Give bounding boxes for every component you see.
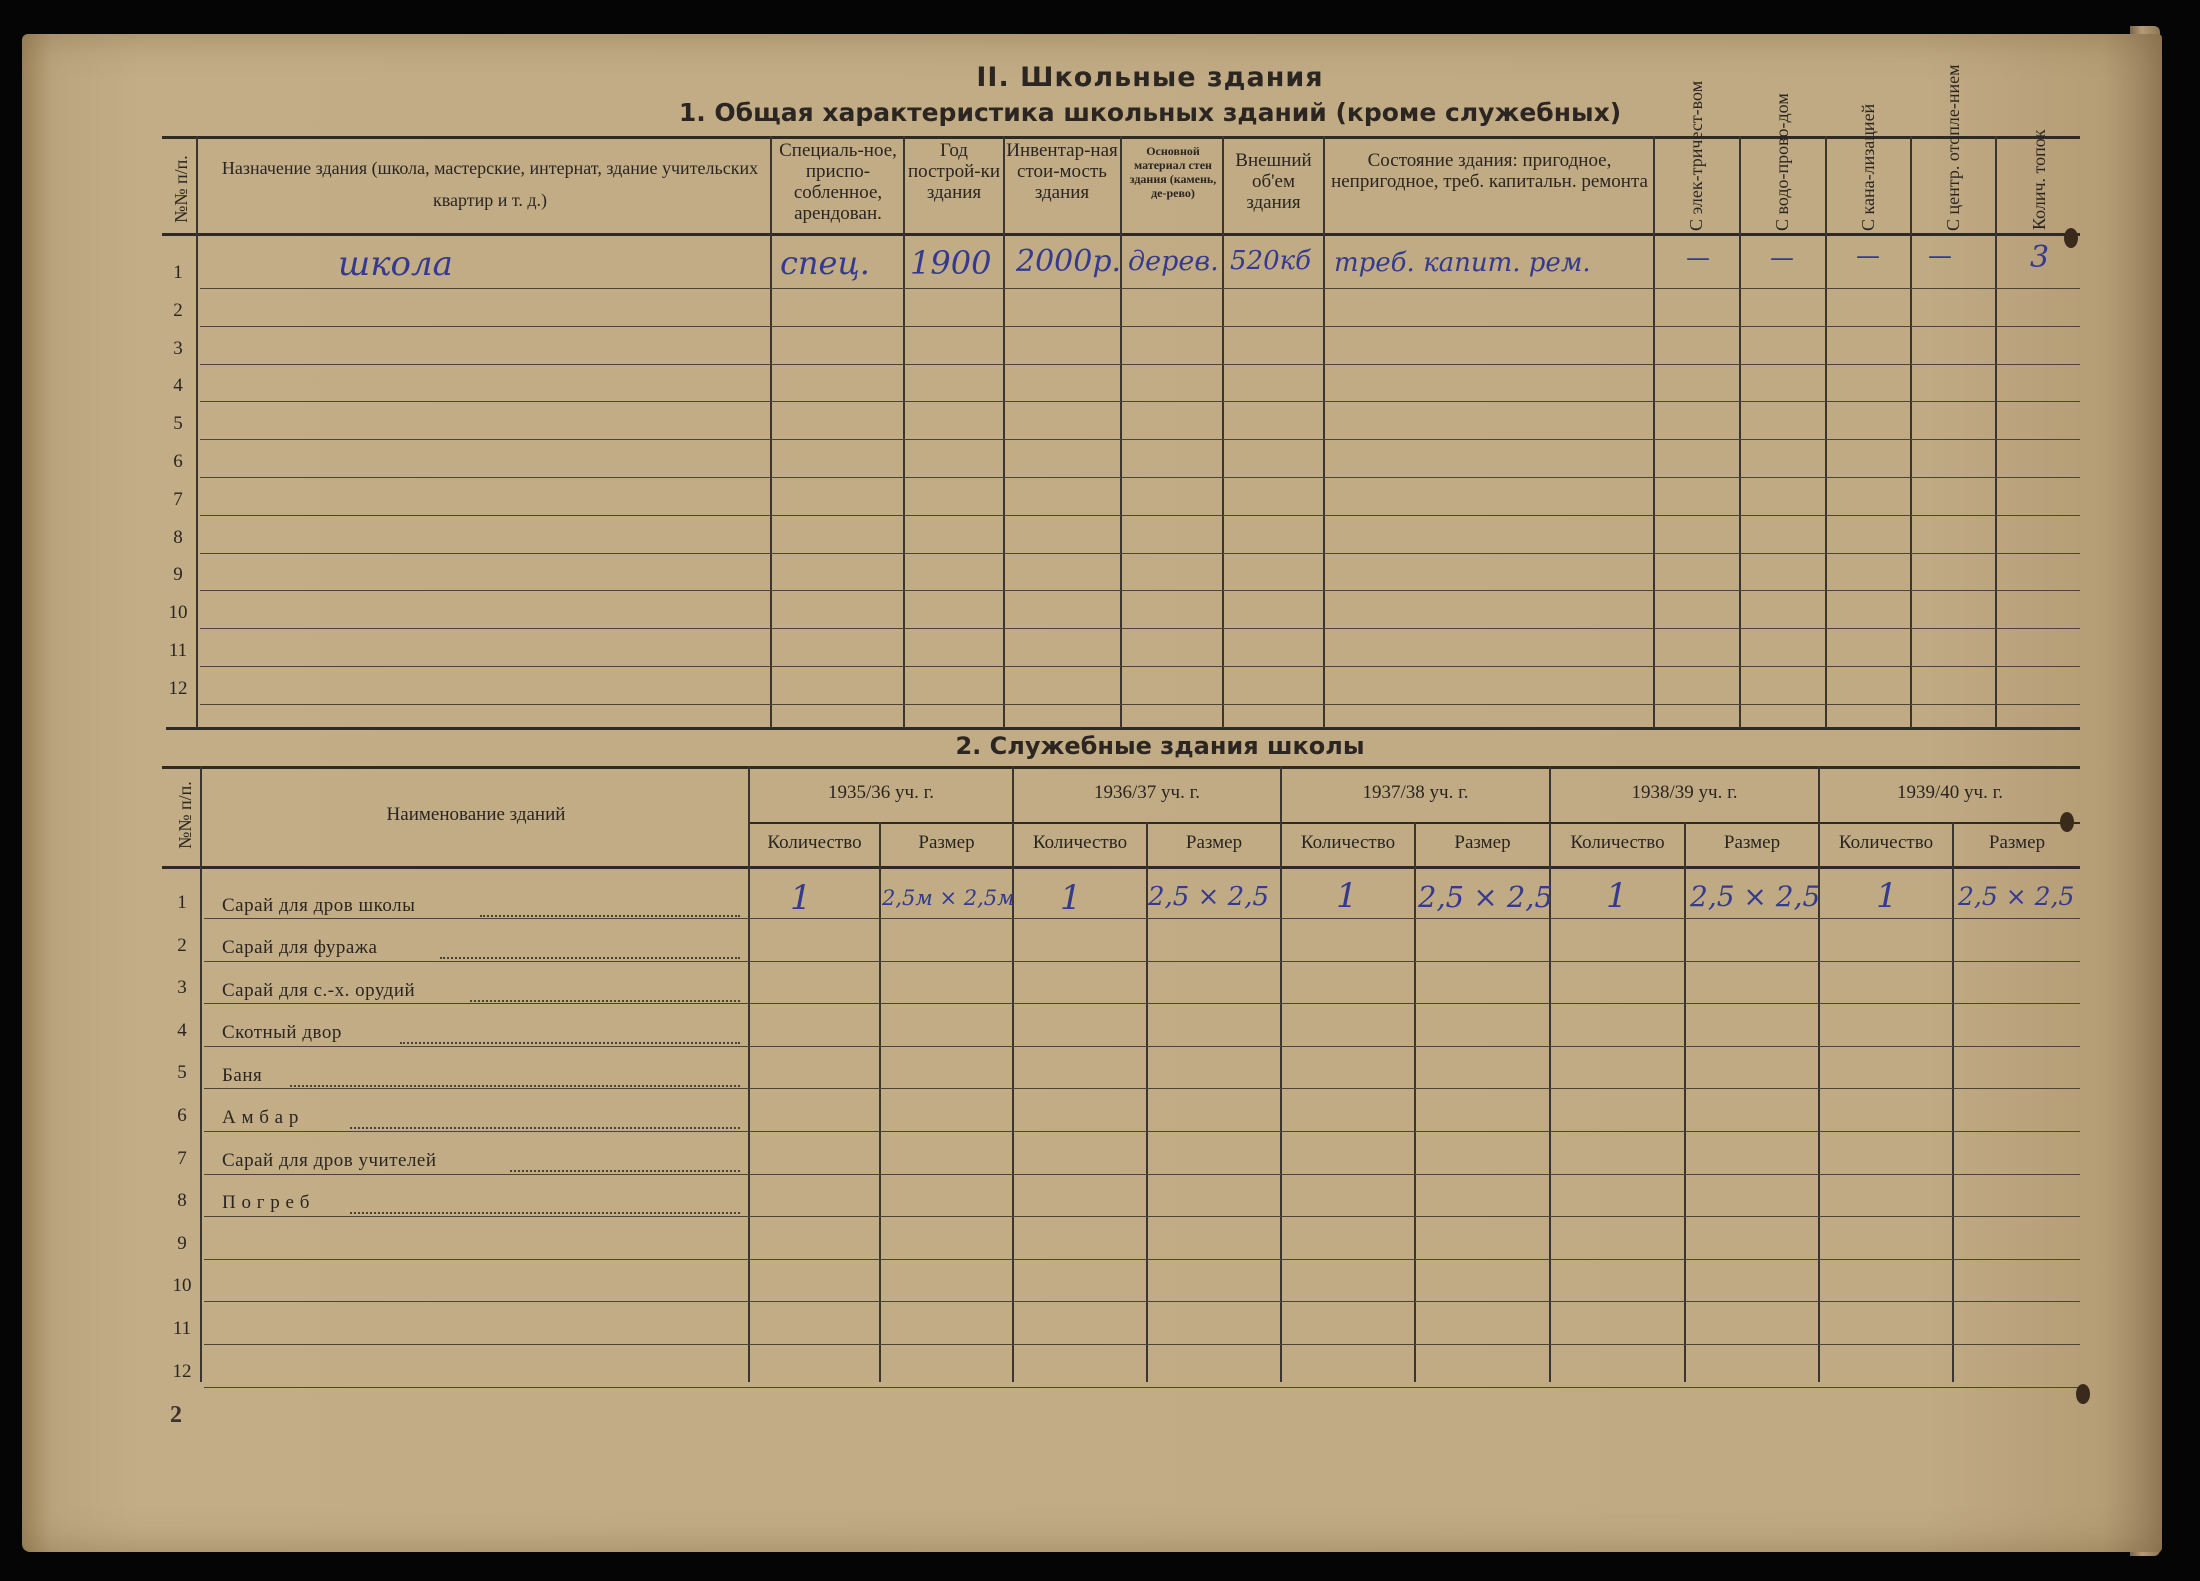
t1-r1-volume: 520кб — [1230, 246, 1312, 276]
t2-year-2: 1936/37 уч. г. — [1094, 782, 1200, 803]
building-1-name: Сарай для дров школы — [222, 895, 416, 916]
t1-header-volume: Внешний об'ем здания — [1235, 150, 1312, 213]
t1-header-special: Специаль-ное, приспо-собленное, арендован. — [779, 140, 897, 224]
t2-row-rule — [204, 1046, 2080, 1047]
table2-col-divider — [1280, 766, 1282, 1382]
table1-col-divider — [1120, 136, 1122, 728]
t2-row-number: 12 — [172, 1360, 192, 1382]
t1-row-number: 8 — [173, 526, 183, 548]
t2-qty-3: Количество — [1300, 832, 1396, 853]
t2-row-number: 5 — [177, 1062, 187, 1084]
table1-col-divider — [1910, 136, 1912, 728]
table2-col-divider — [1414, 822, 1416, 1382]
r1-qty-1937: 1 — [1336, 876, 1358, 916]
r1-qty-1936: 1 — [1060, 878, 1082, 918]
t2-row-number: 2 — [177, 934, 187, 956]
t1-row-number: 7 — [173, 488, 183, 510]
r1-qty-1938: 1 — [1606, 876, 1628, 916]
t1-r1-special: спец. — [780, 244, 870, 282]
table1-col-divider — [1653, 136, 1655, 728]
t1-r1-cost: 2000р. — [1016, 244, 1122, 279]
section1-title: 1. Общая характеристика школьных зданий (кроме служебных) — [678, 98, 1622, 127]
t2-size-2: Размер — [1185, 832, 1243, 853]
table1-col-divider — [1739, 136, 1741, 728]
t1-row-number: 11 — [168, 640, 188, 661]
t2-row-number: 6 — [177, 1105, 187, 1126]
building-2-name: Сарай для фуража — [222, 937, 378, 958]
t2-row-rule — [204, 1259, 2080, 1260]
table2-header-border — [162, 866, 2080, 869]
t2-row-rule — [204, 1174, 2080, 1175]
t1-row-rule — [200, 666, 2080, 667]
t2-row-rule — [204, 1216, 2080, 1217]
t2-year-4: 1938/39 уч. г. — [1631, 782, 1738, 803]
t2-row-number: 1 — [177, 892, 187, 913]
t1-row-rule — [200, 477, 2080, 478]
t2-qty-2: Количество — [1032, 832, 1128, 853]
t2-row-number: 7 — [177, 1147, 187, 1169]
t1-row-number: 3 — [173, 337, 183, 359]
t1-header-num: №№ п/п. — [171, 155, 191, 223]
table2-col-divider — [879, 822, 881, 1382]
leader-dots — [480, 915, 740, 917]
leader-dots — [470, 1000, 740, 1002]
binding-hole — [2076, 1384, 2090, 1404]
table2-col-divider — [1012, 766, 1014, 1382]
t1-row-rule — [200, 288, 2080, 289]
t2-year-3: 1937/38 уч. г. — [1362, 782, 1469, 803]
t2-qty-5: Количество — [1838, 832, 1934, 853]
t2-row-number: 3 — [177, 977, 187, 999]
t2-header-name: Наименование зданий — [386, 804, 566, 825]
table2-col-divider — [1952, 822, 1954, 1382]
t2-year-5: 1939/40 уч. г. — [1897, 782, 2003, 803]
r1-size-1937: 2,5 × 2,5 — [1418, 880, 1553, 914]
t1-row-rule — [200, 401, 2080, 402]
t1-r1-condition: треб. капит. рем. — [1334, 248, 1591, 278]
t2-row-number: 8 — [177, 1190, 187, 1212]
leader-dots — [510, 1170, 740, 1172]
t1-header-purpose: Назначение здания (школа, мастерские, интернат, здание учительских квартир и т. д.) — [221, 158, 759, 210]
table1-col-divider — [770, 136, 772, 728]
t1-header-year: Год построй-ки здания — [907, 140, 1000, 203]
leader-dots — [290, 1085, 740, 1087]
building-6-name: А м б а р — [222, 1107, 299, 1128]
t2-row-number: 4 — [177, 1019, 187, 1041]
t2-size-3: Размер — [1454, 832, 1511, 853]
t1-header-water: С водо-прово-дом — [1772, 93, 1792, 231]
t1-r1-sewer: — — [1856, 242, 1880, 270]
t2-row-number: 9 — [177, 1232, 187, 1254]
section2-title: 2. Служебные здания школы — [955, 732, 1365, 760]
table1-col-divider — [903, 136, 905, 728]
building-4-name: Скотный двор — [222, 1022, 342, 1043]
t1-row-number: 1 — [173, 262, 183, 283]
t1-row-rule — [200, 704, 2080, 705]
t2-year-1: 1935/36 уч. г. — [828, 782, 934, 803]
t1-row-number: 10 — [168, 602, 188, 624]
table1-bottom-border — [166, 727, 2080, 730]
t1-r1-year: 1900 — [910, 244, 992, 282]
t1-header-cost: Инвентар-ная стои-мость здания — [1006, 140, 1118, 203]
table1-col-divider — [1003, 136, 1005, 728]
t1-row-rule — [200, 515, 2080, 516]
t1-row-number: 6 — [173, 451, 183, 472]
r1-size-1938: 2,5 × 2,5 — [1690, 880, 1821, 913]
t2-header-num: №№ п/п. — [175, 781, 195, 849]
table2-col-divider — [748, 766, 750, 1382]
table2-col-divider — [1684, 822, 1686, 1382]
page-number: 2 — [170, 1402, 182, 1428]
r1-size-1936: 2,5 × 2,5 — [1148, 882, 1270, 912]
t1-row-number: 2 — [173, 299, 183, 321]
r1-qty-1939: 1 — [1876, 876, 1898, 916]
leader-dots — [440, 957, 740, 959]
building-5-name: Баня — [222, 1065, 263, 1086]
binding-hole — [2060, 812, 2074, 832]
r1-qty-1935: 1 — [790, 878, 812, 918]
t1-header-sewer: С кана-лизацией — [1858, 103, 1878, 231]
t1-row-number: 12 — [168, 677, 188, 699]
table1-col-divider — [1825, 136, 1827, 728]
t1-row-rule — [200, 364, 2080, 365]
t2-size-4: Размер — [1723, 832, 1781, 853]
t1-row-rule — [200, 439, 2080, 440]
table2-top-border — [162, 766, 2080, 769]
t2-size-5: Размер — [1988, 832, 2046, 853]
t2-row-rule — [204, 1131, 2080, 1132]
t1-r1-water: — — [1770, 244, 1794, 272]
t1-header-condition: Состояние здания: пригодное, непригодное, треб. капитальн. ремонта — [1331, 150, 1648, 192]
t2-row-number: 10 — [172, 1275, 192, 1297]
t2-qty-1: Количество — [767, 832, 862, 853]
t1-row-rule — [200, 326, 2080, 327]
binding-hole — [2064, 228, 2078, 248]
t1-row-number: 5 — [173, 413, 183, 435]
t1-header-heating: С центр. отопле-нием — [1943, 64, 1963, 231]
t2-row-rule — [204, 1387, 2080, 1388]
t1-header-material: Основной материал стен здания (камень, де-рево) — [1129, 144, 1217, 200]
leader-dots — [350, 1212, 740, 1214]
building-3-name: Сарай для с.-х. орудий — [222, 980, 416, 1001]
t1-row-number: 9 — [173, 564, 183, 586]
t1-r1-electricity: — — [1686, 244, 1710, 272]
t2-size-1: Размер — [918, 832, 975, 853]
leader-dots — [350, 1127, 740, 1129]
t2-row-rule — [204, 1003, 2080, 1004]
table2-col-divider — [1549, 766, 1551, 1382]
t2-row-rule — [204, 1301, 2080, 1302]
t2-row-number: 11 — [172, 1318, 192, 1339]
t2-qty-4: Количество — [1570, 832, 1665, 853]
table1-col-divider — [1222, 136, 1224, 728]
t2-row-rule — [204, 961, 2080, 962]
t2-row-rule — [204, 1344, 2080, 1345]
building-7-name: Сарай для дров учителей — [222, 1150, 437, 1171]
r1-size-1939: 2,5 × 2,5 — [1958, 882, 2075, 911]
page-title: II. Школьные здания — [976, 62, 1324, 93]
t2-row-rule — [204, 1088, 2080, 1089]
t1-row-rule — [200, 590, 2080, 591]
table1-col-divider — [1995, 136, 1997, 728]
t1-header-stoves: Колич. топок — [2029, 129, 2049, 230]
t1-r1-material: дерев. — [1128, 246, 1219, 277]
t1-row-rule — [200, 628, 2080, 629]
t1-row-number: 4 — [173, 375, 183, 397]
t1-header-electricity: С элек-тричест-вом — [1686, 80, 1706, 231]
table1-col-divider — [1323, 136, 1325, 728]
leader-dots — [400, 1042, 740, 1044]
t1-r1-stoves: 3 — [2030, 240, 2050, 275]
t1-row-rule — [200, 553, 2080, 554]
building-8-name: П о г р е б — [222, 1192, 310, 1213]
t1-r1-purpose: школа — [338, 244, 453, 284]
t1-r1-heating: — — [1928, 242, 1952, 270]
table2-col-divider — [1818, 766, 1820, 1382]
t2-row-rule — [204, 918, 2080, 919]
r1-size-1935: 2,5м × 2,5м — [882, 886, 1015, 910]
